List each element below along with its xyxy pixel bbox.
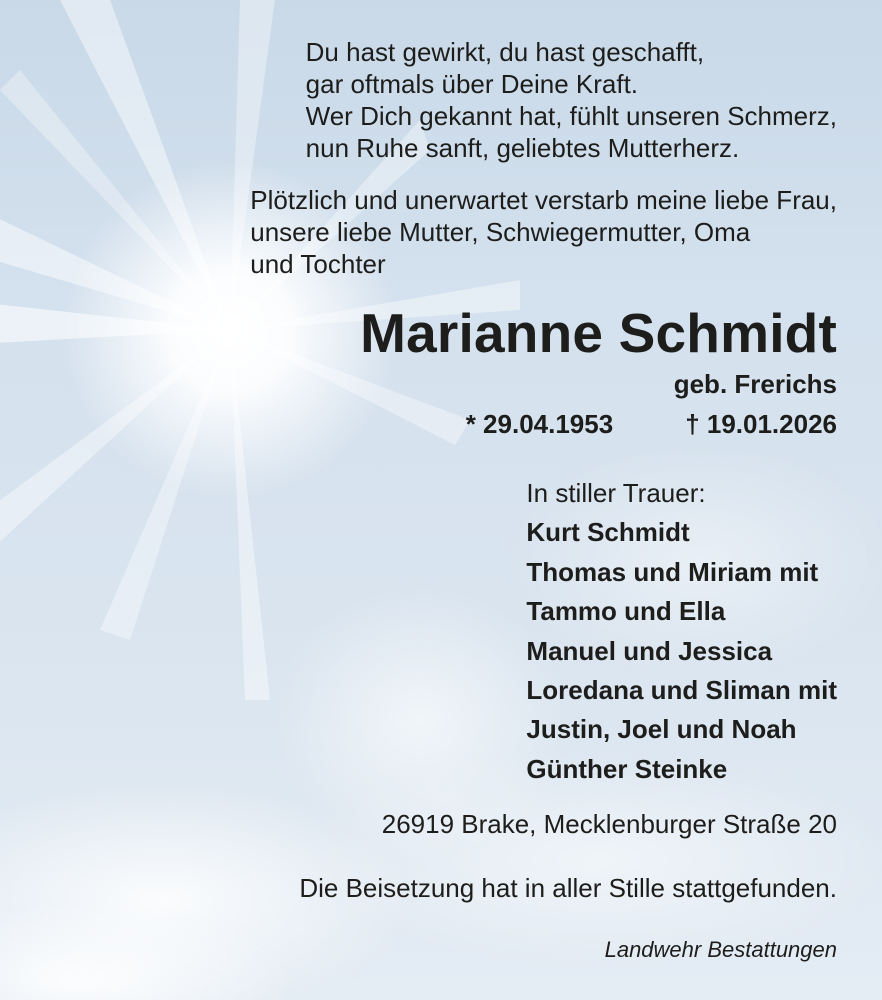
mourner-name: Günther Steinke — [526, 753, 728, 784]
mourner-name: Manuel und Jessica — [526, 635, 773, 666]
mourner-name: Loredana und Sliman mit — [526, 675, 837, 706]
poem-verse — [306, 36, 837, 164]
death-date: † 19.01.2026 — [685, 409, 837, 439]
announcement-line: Plötzlich und unerwartet verstarb meine liebe Frau, — [250, 185, 837, 215]
mourner-name: Justin, Joel und Noah — [526, 714, 797, 745]
poem-line: Du hast gewirkt, du hast geschafft, — [305, 37, 705, 67]
mourners-list — [526, 474, 837, 789]
mourners-heading: In stiller Trauer: — [526, 478, 706, 508]
maiden-name: geb. Frerichs — [673, 369, 837, 399]
birth-date: * 29.04.1953 — [465, 409, 614, 439]
poem-line: gar oftmals über Deine Kraft. — [305, 69, 639, 99]
undertaker-name: Landwehr Bestattungen — [604, 937, 837, 962]
poem-line: Wer Dich gekannt hat, fühlt unseren Schmerz, — [305, 101, 837, 131]
announcement-line: unsere liebe Mutter, Schwiegermutter, Oma — [250, 217, 751, 247]
death-announcement — [250, 184, 837, 280]
mourner-name: Thomas und Miriam mit — [526, 556, 819, 587]
mourner-name: Kurt Schmidt — [526, 517, 690, 548]
funeral-notice: Die Beisetzung hat in aller Stille stattgefunden. — [299, 873, 837, 903]
deceased-name: Marianne Schmidt — [360, 302, 837, 364]
announcement-line: und Tochter — [250, 249, 386, 279]
family-address: 26919 Brake, Mecklenburger Straße 20 — [381, 809, 837, 839]
mourner-name: Tammo und Ella — [526, 596, 726, 627]
life-dates — [466, 406, 837, 442]
poem-line: nun Ruhe sanft, geliebtes Mutterherz. — [305, 133, 740, 163]
